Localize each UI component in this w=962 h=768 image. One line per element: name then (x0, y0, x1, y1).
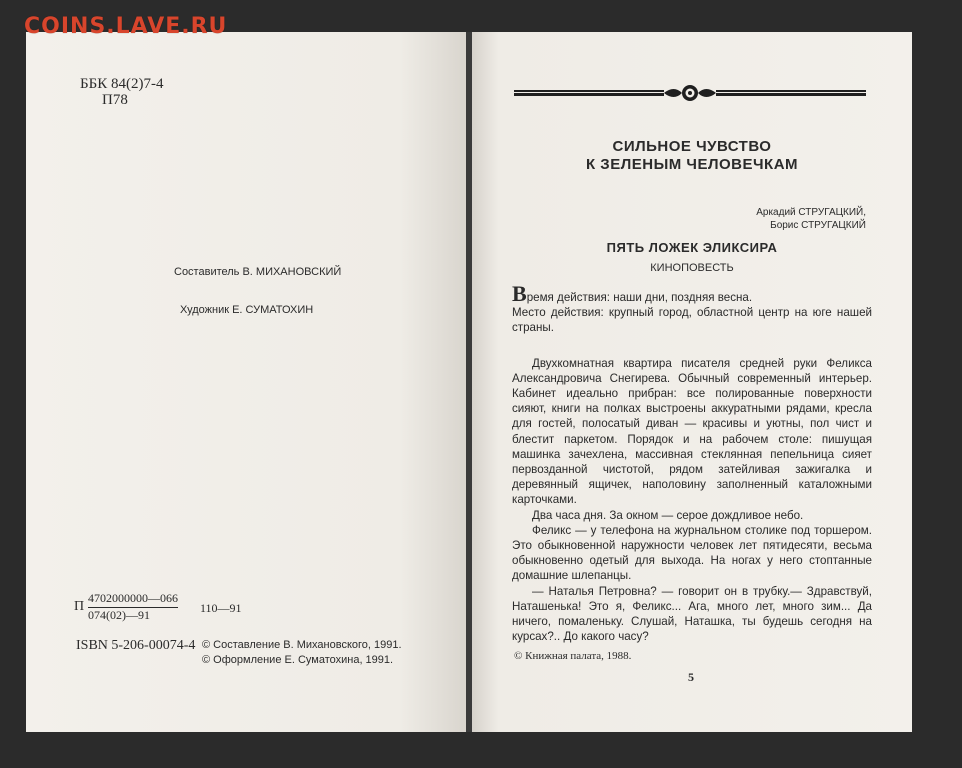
code-fraction (88, 591, 178, 623)
spacer (512, 336, 872, 356)
paragraph: Двухкомнатная квартира писателя средней руки Феликса Александровича Снегирева. Обычный современный интерьер. Кабинет идеально прибран: все полированные поверхности сияют, книги на полках выстроены аккуратными рядами, кресла для гостей, полосатый диван — красивы и уютны, пол чист и блестит паркетом. Порядок и на рабочем столе: пишущая машинка зачехлена, массивная стеклянная пепельница сияет первозданной чистотой, рядом затейливая зажигалка и деревянный ящичек, наполовину заполненный каталожными карточками. (512, 356, 872, 507)
isbn: ISBN 5-206-00074-4 (76, 638, 196, 653)
watermark: COINS.LAVE.RU (24, 14, 228, 39)
paragraph (512, 281, 872, 306)
artist-credit: Художник Е. СУМАТОХИН (180, 304, 314, 316)
paragraph: Место действия: крупный город, областной центр на юге нашей страны. (512, 306, 872, 335)
collection-title (512, 138, 872, 174)
paragraph: Феликс — у телефона на журнальном столике под торшером. Это обыкновенной наружности человек лет пятидесяти, весьма обыкновенно одетый для выхода. На ногах у него стоптанные домашние шлепанцы. (512, 523, 872, 583)
author-name: Аркадий СТРУГАЦКИЙ, (756, 207, 866, 218)
code-tail: 110—91 (200, 601, 242, 615)
story-title: ПЯТЬ ЛОЖЕК ЭЛИКСИРА (606, 240, 778, 255)
paragraph-text: ремя действия: наши дни, поздняя весна. (526, 291, 753, 304)
authors (756, 206, 866, 232)
page-number: 5 (688, 670, 694, 684)
code-numerator: 4702000000—066 (88, 591, 178, 608)
story-text (512, 281, 872, 644)
story-genre: КИНОПОВЕСТЬ (650, 262, 734, 274)
title-line: К ЗЕЛЕНЫМ ЧЕЛОВЕЧКАМ (585, 156, 799, 173)
bbk-code (80, 76, 163, 108)
author-name: Борис СТРУГАЦКИЙ (770, 220, 866, 231)
copyright-design: © Оформление Е. Суматохина, 1991. (202, 654, 394, 666)
compiler-credit: Составитель В. МИХАНОВСКИЙ (174, 266, 342, 278)
paragraph: — Наталья Петровна? — говорит он в трубку.— Здравствуй, Наташенька! Это я, Феликс... Ага, много лет, много зим... Да ничего, помаленьку. Слушай, Наташка, ты будешь сегодня на курсах?.. До какого часу? (512, 584, 872, 644)
header-ornament (514, 83, 866, 103)
author-sign: П78 (102, 92, 128, 108)
code-letter: П (74, 599, 85, 614)
code-denominator: 074(02)—91 (88, 608, 150, 622)
copyright-compilation: © Составление В. Михановского, 1991. (202, 639, 402, 651)
paragraph: Два часа дня. За окном — серое дождливое небо. (532, 508, 804, 522)
copyrights (202, 638, 402, 668)
right-page (472, 32, 912, 732)
imprint: © Книжная палата, 1988. (514, 650, 632, 662)
bbk-line: ББК 84(2)7-4 (80, 76, 164, 92)
title-line: СИЛЬНОЕ ЧУВСТВО (612, 138, 772, 155)
left-page (26, 32, 466, 732)
drop-cap: В (512, 281, 527, 306)
